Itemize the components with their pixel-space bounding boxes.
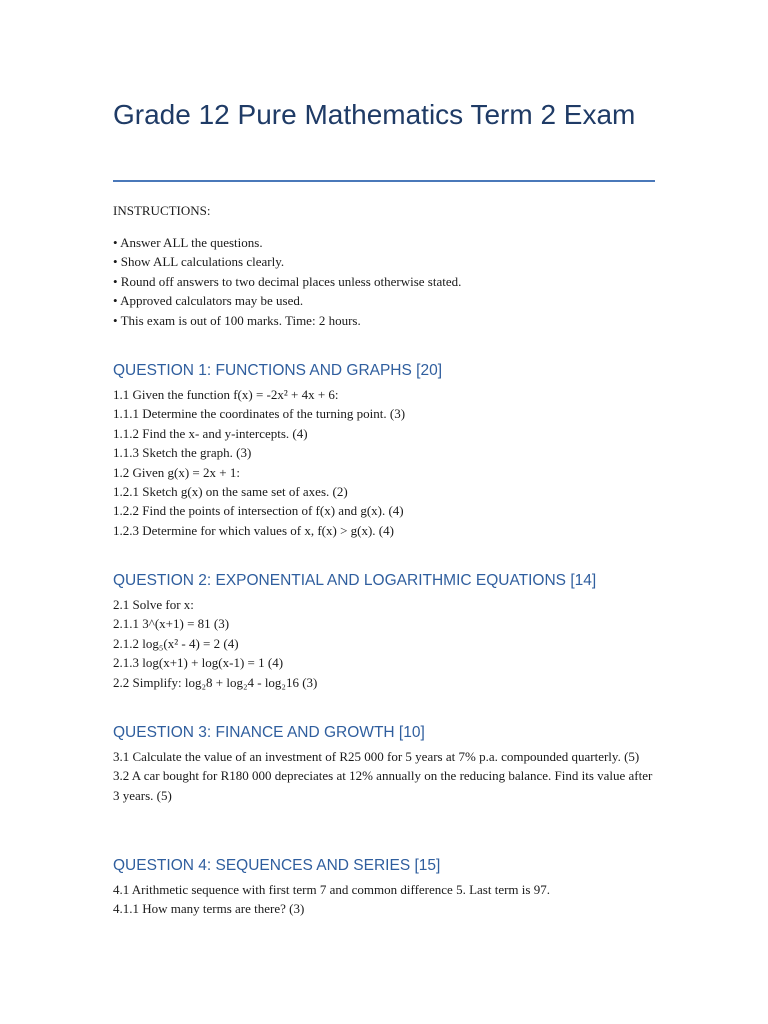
section-heading: QUESTION 3: FINANCE AND GROWTH [10] — [113, 724, 425, 741]
question-section-4 — [113, 855, 658, 919]
question-line: 2.1.1 3^(x+1) = 81 (3) — [113, 616, 230, 632]
question-line: 1.1.3 Sketch the graph. (3) — [113, 445, 252, 461]
instructions-label: INSTRUCTIONS: — [113, 203, 211, 218]
question-line: 2.1 Solve for x: — [113, 597, 194, 612]
section-body — [113, 880, 658, 919]
instruction-item: • Round off answers to two decimal places unless otherwise stated. — [113, 273, 462, 289]
question-line: 1.2.2 Find the points of intersection of f(x) and g(x). (4) — [113, 503, 404, 519]
question-line: 2.1.3 log(x+1) + log(x-1) = 1 (4) — [113, 655, 284, 671]
question-section-3 — [113, 722, 658, 805]
document-title: Grade 12 Pure Mathematics Term 2 Exam — [113, 99, 636, 130]
question-line: 1.2.1 Sketch g(x) on the same set of axes. (2) — [113, 484, 348, 500]
instruction-item: • This exam is out of 100 marks. Time: 2 hours. — [113, 312, 361, 328]
section-body — [113, 385, 658, 540]
section-heading: QUESTION 4: SEQUENCES AND SERIES [15] — [113, 857, 441, 874]
question-line: 4.1.1 How many terms are there? (3) — [113, 901, 305, 917]
instruction-item: • Show ALL calculations clearly. — [113, 254, 285, 270]
section-body — [113, 595, 658, 692]
question-line: 1.1.1 Determine the coordinates of the turning point. (3) — [113, 406, 406, 422]
question-section-1 — [113, 360, 658, 540]
section-heading: QUESTION 1: FUNCTIONS AND GRAPHS [20] — [113, 362, 443, 379]
question-line: 1.2.3 Determine for which values of x, f(x) > g(x). (4) — [113, 522, 394, 538]
instruction-item: • Approved calculators may be used. — [113, 293, 304, 309]
question-line: 4.1 Arithmetic sequence with first term 7 and common difference 5. Last term is 97. — [113, 882, 550, 897]
question-line: 1.1.2 Find the x- and y-intercepts. (4) — [113, 425, 308, 441]
question-line: 1.2 Given g(x) = 2x + 1: — [113, 464, 240, 480]
question-section-2 — [113, 570, 658, 692]
title-divider — [113, 180, 655, 182]
question-line: 1.1 Given the function f(x) = -2x² + 4x + 6: — [113, 387, 339, 402]
question-line: 3.1 Calculate the value of an investment of R25 000 for 5 years at 7% p.a. compounded quarterly. (5) — [113, 749, 640, 764]
instructions-list — [113, 233, 461, 330]
section-body — [113, 747, 658, 805]
instruction-item: • Answer ALL the questions. — [113, 235, 263, 250]
question-line: 3.2 A car bought for R180 000 depreciates at 12% annually on the reducing balance. Find its value after 3 years. (5) — [113, 768, 653, 803]
section-heading: QUESTION 2: EXPONENTIAL AND LOGARITHMIC EQUATIONS [14] — [113, 572, 597, 589]
question-line: 2.2 Simplify: log₂8 + log₂4 - log₂16 (3) — [113, 674, 318, 690]
question-line: 2.1.2 log₅(x² - 4) = 2 (4) — [113, 635, 239, 651]
